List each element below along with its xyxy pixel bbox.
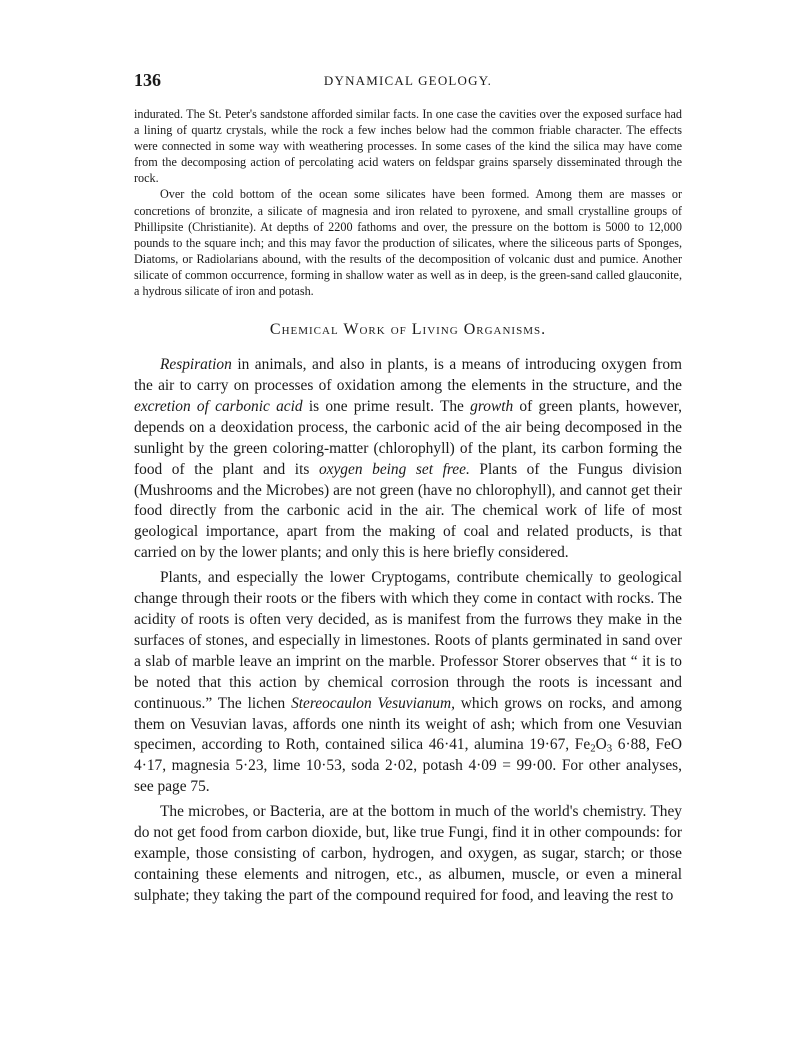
italic-term-lichen: Stereocaulon Vesuvianum, [291, 694, 455, 712]
paragraph-indurated: indurated. The St. Peter's sandstone afforded similar facts. In one case the cavities over the exposed surface had a lining of quartz crystals, while the rock a few inches below had the common friable character. The effects were connected in some way with weathering processes. In some cases of the kind the silica may have come from the decomposing action of percolating acid waters on feldspar grains sparsely disseminated through the rock. [134, 107, 682, 186]
page-number: 136 [134, 70, 161, 90]
paragraph-plants-roots: Plants, and especially the lower Cryptogams, contribute chemically to geological change through their roots or the fibers with which they come in contact with rocks. The acidity of roots is often very decided, as is manifest from the furrows they make in the surfaces of stones, and especially in limestones. Roots of plants germinated in sand over a slab of marble leave an imprint on the marble. Professor Storer observes that “ it is to be noted that this action by chemical corrosion through the roots is incessant and continuous.” The lichen Stereocaulon Vesuvianum, which grows on rocks, and among them on Vesuvian lavas, affords one ninth its weight of ash; which from one Vesuvian specimen, according to Roth, contained silica 46·41, alumina 19·67, $Fe_2O_3$ 6·88, FeO 4·17, magnesia 5·23, lime 10·53, soda 2·02, potash 4·09 = 99·00. For other analyses, see page 75. [134, 569, 682, 796]
small-print-block [134, 106, 682, 299]
running-head [134, 70, 682, 92]
italic-term-respiration: Respiration [160, 356, 232, 374]
paragraph-ocean-silicates: Over the cold bottom of the ocean some silicates have been formed. Among them are masses or concretions of bronzite, a silicate of magnesia and iron related to pyroxene, and small crystalline groups of Phillipsite (Christianite). At depths of 2200 fathoms and over, the pressure on the bottom is 5000 to 12,000 pounds to the square inch; and this may favor the production of silicates, where the siliceous parts of Sponges, Diatoms, or Radiolarians abound, with the results of the decomposition of volcanic dust and pumice. Another silicate of common occurrence, forming in shallow water as well as in deep, is the green-sand called glauconite, a hydrous silicate of iron and potash. [134, 187, 682, 299]
paragraph-respiration: Respiration in animals, and also in plants, is a means of introducing oxygen from the air to carry on processes of oxidation among the elements in the structure, and the excretion of carbonic acid is one prime result. The growth of green plants, however, depends on a deoxidation process, the carbonic acid of the air being decomposed in the sunlight by the green coloring-matter (chlorophyll) of the plant, its carbon forming the food of the plant and its oxygen being set free. Plants of the Fungus division (Mushrooms and the Microbes) are not green (have no chlorophyll), and cannot get their food directly from the carbonic acid in the air. The chemical work of life of most geological importance, apart from the making of coal and related products, is that carried on by the lower plants; and only this is here briefly considered. [134, 356, 682, 562]
italic-term-growth: growth [470, 397, 514, 415]
italic-term-excretion: excretion of carbonic acid [134, 397, 303, 415]
section-heading: Chemical Work of Living Organisms. [269, 321, 547, 339]
paragraph-microbes: The microbes, or Bacteria, are at the bottom in much of the world's chemistry. They do not get food from carbon dioxide, but, like true Fungi, find it in other compounds: for example, those consisting of carbon, hydrogen, and oxygen, as sugar, starch; or those containing these elements and nitrogen, etc., as albumen, muscle, or even a mineral sulphate; they taking the part of the compound required for food, and leaving the rest to [134, 803, 682, 904]
running-title: DYNAMICAL GEOLOGY. [323, 73, 493, 88]
main-text-block [134, 355, 682, 907]
book-page [134, 70, 682, 907]
italic-term-oxygen: oxygen being set free. [318, 460, 470, 478]
